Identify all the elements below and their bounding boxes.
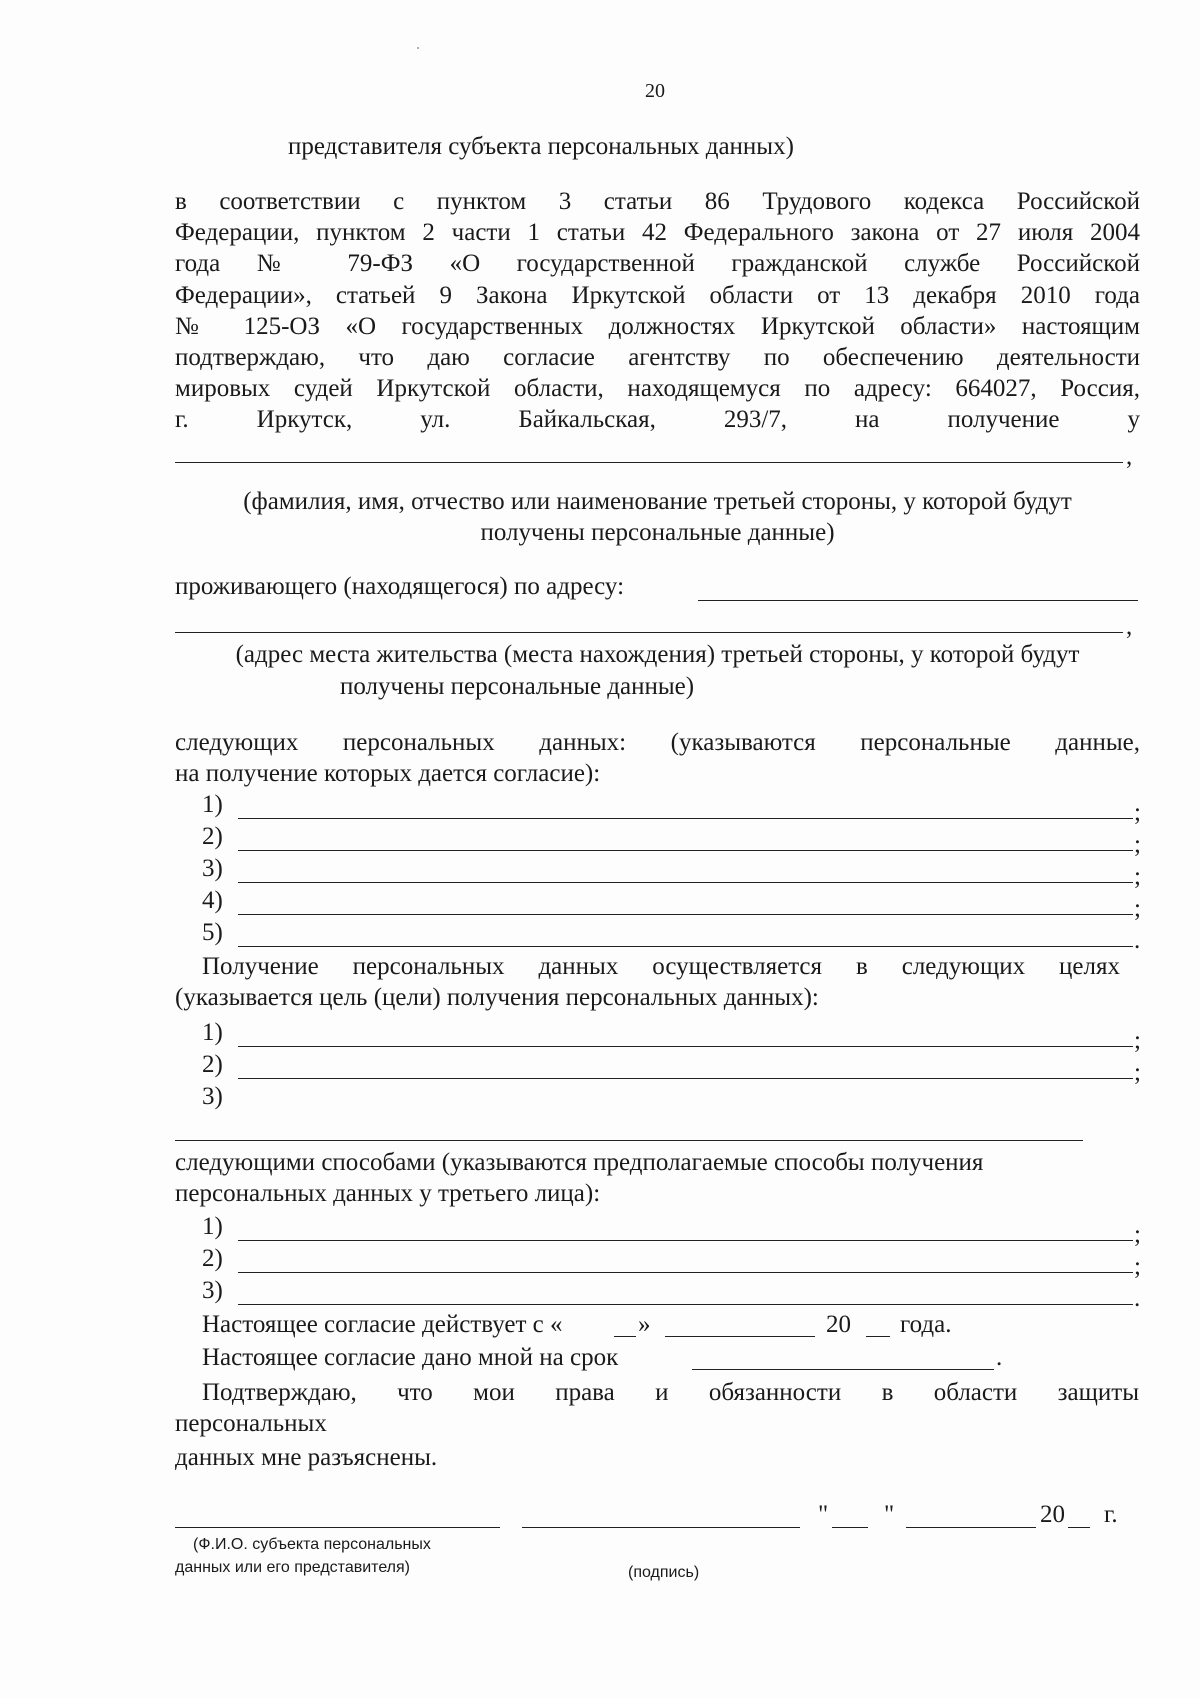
caption-line: (фамилия, имя, отчество или наименование третьей стороны, у которой будут — [243, 488, 1072, 515]
list-number: 3) — [202, 1277, 223, 1304]
confirm-line: персональных — [175, 1410, 327, 1437]
methods-intro-line: следующими способами (указываются предполагаемые способы получения — [175, 1149, 984, 1176]
paragraph-line: № 125-ОЗ «О государственных должностях Иркутской области» настоящим — [175, 313, 1140, 340]
period: . — [1134, 927, 1141, 954]
month-blank — [665, 1336, 815, 1337]
paragraph-line: мировых судей Иркутской области, находящемуся по адресу: 664027, Россия, — [175, 375, 1140, 402]
period: . — [996, 1344, 1003, 1371]
confirm-line: Подтверждаю, что мои права и обязанности в области защиты — [202, 1379, 1139, 1406]
address-blank-2 — [175, 632, 1123, 633]
signature-blank — [522, 1527, 800, 1528]
date-quote-open: " — [818, 1501, 829, 1528]
list-blank — [238, 1304, 1133, 1305]
fio-caption: (Ф.И.О. субъекта персональных — [193, 1536, 431, 1553]
page-number: 20 — [645, 80, 665, 102]
semicolon: ; — [1134, 895, 1141, 922]
paragraph-line: г. Иркутск, ул. Байкальская, 293/7, на получение у — [175, 406, 1140, 433]
semicolon: ; — [1134, 831, 1141, 858]
list-blank — [175, 1140, 1083, 1141]
date-year-suffix: г. — [1104, 1501, 1118, 1528]
term-line: Настоящее согласие дано мной на срок — [202, 1344, 619, 1371]
validity-prefix: Настоящее согласие действует с « — [202, 1311, 563, 1338]
caption-line: получены персональные данные) — [340, 673, 695, 700]
semicolon: ; — [1134, 1059, 1141, 1086]
term-blank — [692, 1369, 994, 1370]
semicolon: ; — [1134, 863, 1141, 890]
day-blank — [614, 1336, 636, 1337]
list-number: 2) — [202, 1245, 223, 1272]
period: . — [1134, 1285, 1141, 1312]
date-year-blank — [1068, 1527, 1090, 1528]
list-blank — [238, 1046, 1133, 1047]
confirm-line: данных мне разъяснены. — [175, 1444, 438, 1471]
list-number: 1) — [202, 791, 223, 818]
semicolon: ; — [1134, 799, 1141, 826]
caption-line: получены персональные данные) — [480, 519, 835, 546]
list-blank — [238, 946, 1133, 947]
semicolon: ; — [1134, 1253, 1141, 1280]
list-blank — [238, 882, 1133, 883]
list-number: 3) — [202, 1083, 223, 1110]
fio-caption: данных или его представителя) — [175, 1559, 411, 1576]
third-party-blank — [175, 462, 1123, 463]
date-year-prefix: 20 — [1040, 1501, 1065, 1528]
comma: , — [1126, 613, 1133, 640]
list-blank — [238, 818, 1133, 819]
list-number: 1) — [202, 1213, 223, 1240]
validity-close-quote: » — [638, 1311, 651, 1338]
paragraph-line: Федерации», статьей 9 Закона Иркутской области от 13 декабря 2010 года — [175, 282, 1140, 309]
date-month-blank — [906, 1527, 1036, 1528]
signature-caption: (подпись) — [628, 1564, 700, 1581]
data-intro-line: на получение которых дается согласие): — [175, 760, 601, 787]
caption-line: (адрес места жительства (места нахождения) третьей стороны, у которой будут — [235, 641, 1080, 668]
list-number: 2) — [202, 823, 223, 850]
semicolon: ; — [1134, 1027, 1141, 1054]
year-blank — [866, 1336, 890, 1337]
data-intro-line: следующих персональных данных: (указываются персональные данные, — [175, 729, 1140, 756]
paragraph-line: года № 79-ФЗ «О государственной гражданской службе Российской — [175, 250, 1140, 277]
fio-blank — [175, 1527, 500, 1528]
list-number: 5) — [202, 919, 223, 946]
list-blank — [238, 914, 1133, 915]
validity-year-prefix: 20 — [826, 1311, 851, 1338]
header-line: представителя субъекта персональных данных) — [288, 133, 794, 160]
list-blank — [238, 1240, 1133, 1241]
list-blank — [238, 1078, 1133, 1079]
methods-intro-line: персональных данных у третьего лица): — [175, 1180, 601, 1207]
list-number: 4) — [202, 887, 223, 914]
list-number: 1) — [202, 1019, 223, 1046]
address-blank — [698, 600, 1138, 601]
validity-year-suffix: года. — [900, 1311, 952, 1338]
date-day-blank — [832, 1527, 868, 1528]
paragraph-line: подтверждаю, что даю согласие агентству по обеспечению деятельности — [175, 344, 1140, 371]
address-label: проживающего (находящегося) по адресу: — [175, 573, 625, 600]
date-quote-close: " — [884, 1501, 895, 1528]
purpose-intro-line: (указывается цель (цели) получения персональных данных): — [175, 984, 819, 1011]
semicolon: ; — [1134, 1221, 1141, 1248]
paragraph-line: Федерации, пунктом 2 части 1 статьи 42 Федерального закона от 27 июля 2004 — [175, 219, 1140, 246]
paragraph-line: в соответствии с пунктом 3 статьи 86 Трудового кодекса Российской — [175, 188, 1140, 215]
list-number: 3) — [202, 855, 223, 882]
purpose-intro-line: Получение персональных данных осуществляется в следующих целях — [202, 953, 1120, 980]
list-blank — [238, 850, 1133, 851]
comma: , — [1126, 443, 1133, 470]
list-blank — [238, 1272, 1133, 1273]
list-number: 2) — [202, 1051, 223, 1078]
scan-speck — [417, 47, 419, 49]
